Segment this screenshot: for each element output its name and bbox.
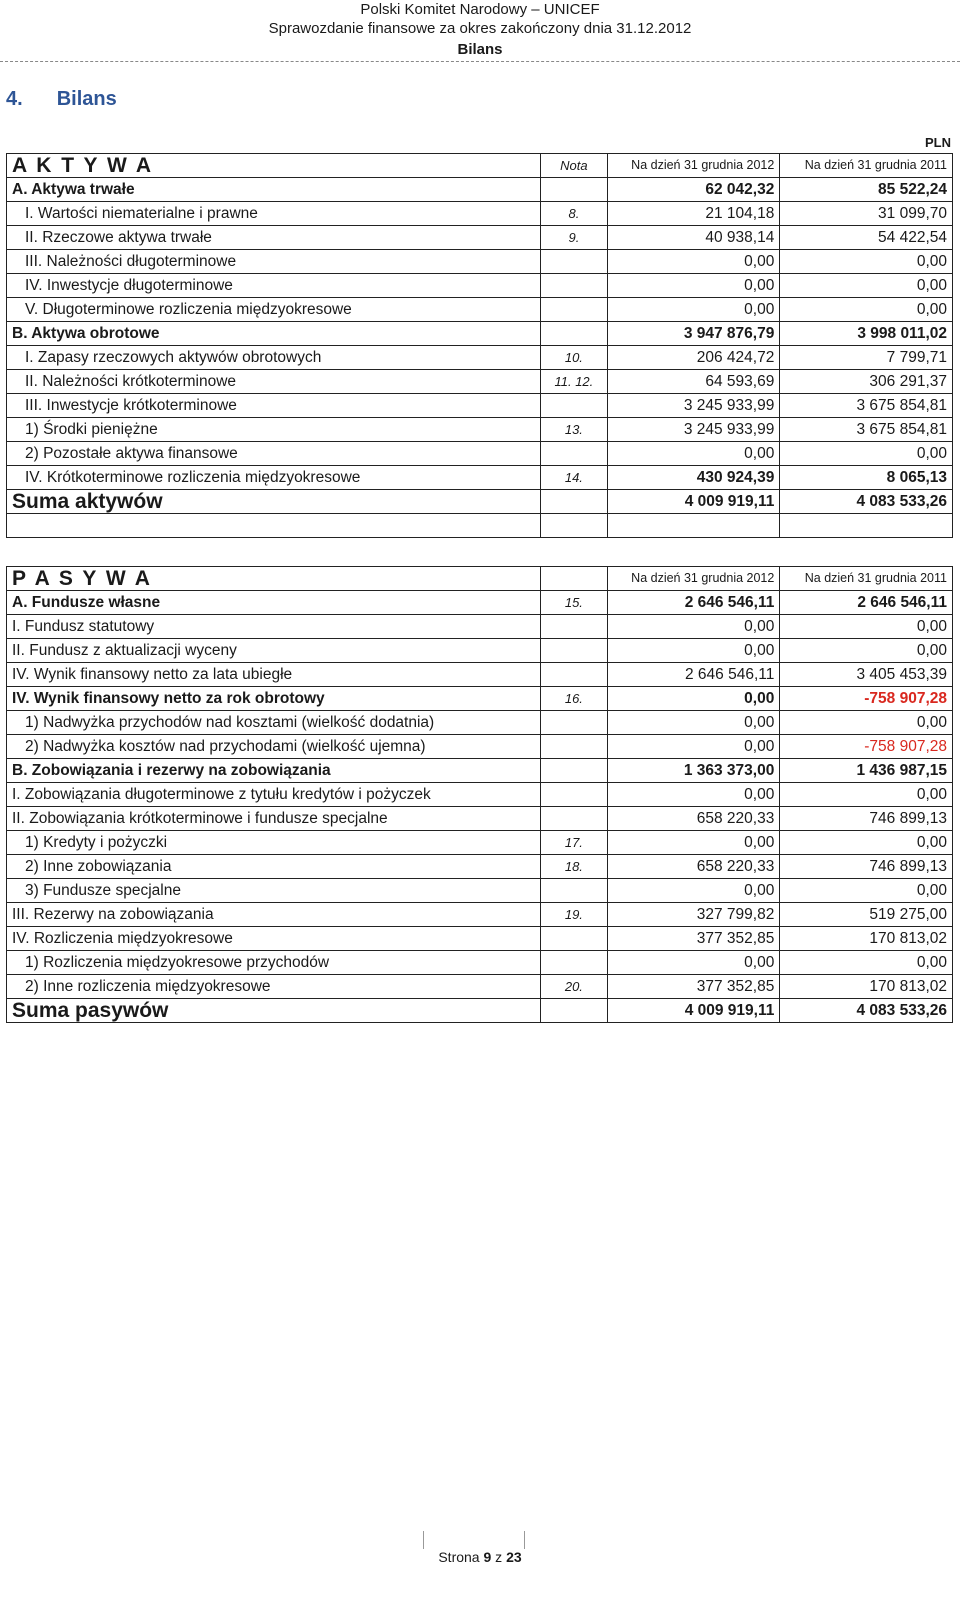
table-row xyxy=(7,687,953,711)
total-label: Suma aktywów xyxy=(7,490,541,514)
table-row xyxy=(7,855,953,879)
row-nota xyxy=(541,298,608,322)
row-value-2012: 0,00 xyxy=(607,951,780,975)
table-row xyxy=(7,879,953,903)
title-text: Bilans xyxy=(56,88,117,110)
row-label: 2) Inne rozliczenia międzyokresowe xyxy=(7,975,541,999)
footer-sep: z xyxy=(495,1549,503,1565)
table-row xyxy=(7,639,953,663)
row-label: III. Należności długoterminowe xyxy=(7,250,541,274)
row-label: B. Zobowiązania i rezerwy na zobowiązania xyxy=(7,759,541,783)
row-nota: 13. xyxy=(541,418,608,442)
footer-prefix: Strona xyxy=(438,1549,480,1565)
row-nota xyxy=(541,178,608,202)
row-nota: 10. xyxy=(541,346,608,370)
row-label: IV. Rozliczenia międzyokresowe xyxy=(7,927,541,951)
row-label: II. Fundusz z aktualizacji wyceny xyxy=(7,639,541,663)
row-value-2011: 7 799,71 xyxy=(780,346,953,370)
row-label: A. Aktywa trwałe xyxy=(7,178,541,202)
row-value-2011: 170 813,02 xyxy=(780,927,953,951)
header-report: Sprawozdanie finansowe za okres zakończony dnia 31.12.2012 xyxy=(268,20,692,37)
table-row xyxy=(7,759,953,783)
row-value-2012: 0,00 xyxy=(607,639,780,663)
row-label: 2) Inne zobowiązania xyxy=(7,855,541,879)
row-value-2011: 0,00 xyxy=(780,831,953,855)
row-value-2012: 3 947 876,79 xyxy=(607,322,780,346)
row-value-2011: 85 522,24 xyxy=(780,178,953,202)
spacer-cell xyxy=(7,514,541,538)
col-2012-header: Na dzień 31 grudnia 2012 xyxy=(607,154,780,178)
row-nota xyxy=(541,639,608,663)
total-2012: 4 009 919,11 xyxy=(607,999,780,1023)
aktywa-table xyxy=(6,153,953,538)
header-section: Bilans xyxy=(457,41,503,58)
row-nota: 16. xyxy=(541,687,608,711)
col-2011-header: Na dzień 31 grudnia 2011 xyxy=(780,154,953,178)
table-row xyxy=(7,370,953,394)
row-nota xyxy=(541,250,608,274)
row-value-2012: 2 646 546,11 xyxy=(607,591,780,615)
row-value-2012: 3 245 933,99 xyxy=(607,394,780,418)
row-value-2011: 3 405 453,39 xyxy=(780,663,953,687)
row-value-2011: 8 065,13 xyxy=(780,466,953,490)
aktywa-header-row xyxy=(7,154,953,178)
row-nota xyxy=(541,663,608,687)
row-nota: 18. xyxy=(541,855,608,879)
table-row xyxy=(7,903,953,927)
row-value-2012: 21 104,18 xyxy=(607,202,780,226)
row-label: 1) Kredyty i pożyczki xyxy=(7,831,541,855)
row-value-2011: 0,00 xyxy=(780,442,953,466)
row-label: II. Rzeczowe aktywa trwałe xyxy=(7,226,541,250)
row-value-2012: 0,00 xyxy=(607,442,780,466)
row-label: I. Wartości niematerialne i prawne xyxy=(7,202,541,226)
total-2011: 4 083 533,26 xyxy=(780,490,953,514)
spacer-row xyxy=(7,514,953,538)
table-row xyxy=(7,735,953,759)
row-value-2011: 0,00 xyxy=(780,615,953,639)
row-value-2012: 0,00 xyxy=(607,783,780,807)
row-value-2011: 0,00 xyxy=(780,639,953,663)
row-value-2012: 0,00 xyxy=(607,879,780,903)
table-row xyxy=(7,783,953,807)
row-value-2012: 3 245 933,99 xyxy=(607,418,780,442)
row-nota xyxy=(541,927,608,951)
row-value-2012: 658 220,33 xyxy=(607,855,780,879)
page-footer xyxy=(0,1549,960,1565)
row-nota xyxy=(541,322,608,346)
footer-box xyxy=(423,1531,525,1549)
row-value-2012: 658 220,33 xyxy=(607,807,780,831)
table-row xyxy=(7,394,953,418)
row-value-2011: 0,00 xyxy=(780,250,953,274)
table-row xyxy=(7,250,953,274)
total-2011: 4 083 533,26 xyxy=(780,999,953,1023)
row-label: III. Inwestycje krótkoterminowe xyxy=(7,394,541,418)
table-row xyxy=(7,418,953,442)
row-nota xyxy=(541,759,608,783)
row-nota xyxy=(541,783,608,807)
row-nota xyxy=(541,735,608,759)
row-label: V. Długoterminowe rozliczenia międzyokresowe xyxy=(7,298,541,322)
row-value-2011: 0,00 xyxy=(780,711,953,735)
spacer-cell xyxy=(541,514,608,538)
row-label: I. Zapasy rzeczowych aktywów obrotowych xyxy=(7,346,541,370)
spacer-cell xyxy=(607,514,780,538)
row-value-2011: 306 291,37 xyxy=(780,370,953,394)
row-label: 3) Fundusze specjalne xyxy=(7,879,541,903)
row-value-2011: -758 907,28 xyxy=(780,687,953,711)
row-nota xyxy=(541,951,608,975)
row-value-2012: 0,00 xyxy=(607,711,780,735)
table-row xyxy=(7,927,953,951)
row-value-2012: 206 424,72 xyxy=(607,346,780,370)
row-label: B. Aktywa obrotowe xyxy=(7,322,541,346)
pasywa-header-row xyxy=(7,567,953,591)
table-row xyxy=(7,951,953,975)
row-label: IV. Inwestycje długoterminowe xyxy=(7,274,541,298)
row-label: 2) Nadwyżka kosztów nad przychodami (wielkość ujemna) xyxy=(7,735,541,759)
spacer-cell xyxy=(780,514,953,538)
nota-header: Nota xyxy=(541,154,608,178)
header-org: Polski Komitet Narodowy – UNICEF xyxy=(360,1,600,18)
row-label: II. Zobowiązania krótkoterminowe i fundusze specjalne xyxy=(7,807,541,831)
aktywa-heading: A K T Y W A xyxy=(7,154,541,178)
pasywa-col-2011-header: Na dzień 31 grudnia 2011 xyxy=(780,567,953,591)
total-nota xyxy=(541,999,608,1023)
row-nota: 17. xyxy=(541,831,608,855)
row-nota: 14. xyxy=(541,466,608,490)
row-value-2012: 0,00 xyxy=(607,735,780,759)
currency-label: PLN xyxy=(925,135,951,150)
row-label: IV. Wynik finansowy netto za rok obrotowy xyxy=(7,687,541,711)
row-value-2011: 170 813,02 xyxy=(780,975,953,999)
aktywa-total-row xyxy=(7,490,953,514)
table-row xyxy=(7,591,953,615)
row-value-2012: 0,00 xyxy=(607,831,780,855)
row-value-2011: 54 422,54 xyxy=(780,226,953,250)
row-label: 1) Nadwyżka przychodów nad kosztami (wielkość dodatnia) xyxy=(7,711,541,735)
row-label: III. Rezerwy na zobowiązania xyxy=(7,903,541,927)
row-value-2012: 1 363 373,00 xyxy=(607,759,780,783)
row-value-2011: 3 675 854,81 xyxy=(780,394,953,418)
table-row xyxy=(7,831,953,855)
header-divider xyxy=(0,61,960,62)
row-label: IV. Krótkoterminowe rozliczenia międzyokresowe xyxy=(7,466,541,490)
row-value-2012: 327 799,82 xyxy=(607,903,780,927)
row-label: I. Zobowiązania długoterminowe z tytułu kredytów i pożyczek xyxy=(7,783,541,807)
footer-total: 23 xyxy=(506,1549,522,1565)
row-value-2012: 0,00 xyxy=(607,298,780,322)
row-label: I. Fundusz statutowy xyxy=(7,615,541,639)
row-value-2011: 0,00 xyxy=(780,298,953,322)
row-value-2011: 31 099,70 xyxy=(780,202,953,226)
table-row xyxy=(7,975,953,999)
table-row xyxy=(7,202,953,226)
row-value-2012: 62 042,32 xyxy=(607,178,780,202)
table-row xyxy=(7,663,953,687)
row-nota: 11. 12. xyxy=(541,370,608,394)
row-nota xyxy=(541,711,608,735)
table-row xyxy=(7,178,953,202)
row-value-2011: -758 907,28 xyxy=(780,735,953,759)
row-label: II. Należności krótkoterminowe xyxy=(7,370,541,394)
row-nota xyxy=(541,879,608,903)
row-nota xyxy=(541,394,608,418)
row-value-2011: 1 436 987,15 xyxy=(780,759,953,783)
table-row xyxy=(7,442,953,466)
pasywa-col-2012-header: Na dzień 31 grudnia 2012 xyxy=(607,567,780,591)
pasywa-total-row xyxy=(7,999,953,1023)
row-value-2011: 0,00 xyxy=(780,274,953,298)
total-label: Suma pasywów xyxy=(7,999,541,1023)
total-2012: 4 009 919,11 xyxy=(607,490,780,514)
row-nota: 19. xyxy=(541,903,608,927)
row-nota xyxy=(541,807,608,831)
row-value-2012: 377 352,85 xyxy=(607,975,780,999)
row-value-2012: 0,00 xyxy=(607,250,780,274)
pasywa-nota-header xyxy=(541,567,608,591)
table-row xyxy=(7,322,953,346)
table-row xyxy=(7,274,953,298)
table-row xyxy=(7,226,953,250)
row-value-2012: 377 352,85 xyxy=(607,927,780,951)
title-number: 4. xyxy=(6,88,23,110)
row-value-2011: 0,00 xyxy=(780,879,953,903)
row-label: A. Fundusze własne xyxy=(7,591,541,615)
total-nota xyxy=(541,490,608,514)
row-value-2011: 746 899,13 xyxy=(780,807,953,831)
page-title xyxy=(6,88,117,111)
row-nota xyxy=(541,274,608,298)
table-row xyxy=(7,466,953,490)
row-nota: 20. xyxy=(541,975,608,999)
row-value-2011: 3 998 011,02 xyxy=(780,322,953,346)
row-value-2011: 0,00 xyxy=(780,783,953,807)
row-value-2012: 2 646 546,11 xyxy=(607,663,780,687)
row-label: 1) Środki pieniężne xyxy=(7,418,541,442)
row-label: 1) Rozliczenia międzyokresowe przychodów xyxy=(7,951,541,975)
table-row xyxy=(7,346,953,370)
row-nota: 15. xyxy=(541,591,608,615)
row-value-2012: 430 924,39 xyxy=(607,466,780,490)
row-nota: 9. xyxy=(541,226,608,250)
row-value-2012: 40 938,14 xyxy=(607,226,780,250)
row-value-2012: 0,00 xyxy=(607,687,780,711)
row-nota: 8. xyxy=(541,202,608,226)
row-value-2012: 64 593,69 xyxy=(607,370,780,394)
row-nota xyxy=(541,442,608,466)
table-row xyxy=(7,298,953,322)
row-value-2011: 3 675 854,81 xyxy=(780,418,953,442)
row-nota xyxy=(541,615,608,639)
row-value-2011: 519 275,00 xyxy=(780,903,953,927)
row-value-2012: 0,00 xyxy=(607,615,780,639)
pasywa-table xyxy=(6,566,953,1023)
footer-page: 9 xyxy=(483,1549,492,1565)
row-value-2011: 746 899,13 xyxy=(780,855,953,879)
table-row xyxy=(7,615,953,639)
pasywa-heading: P A S Y W A xyxy=(7,567,541,591)
row-value-2011: 2 646 546,11 xyxy=(780,591,953,615)
row-value-2011: 0,00 xyxy=(780,951,953,975)
table-row xyxy=(7,807,953,831)
row-label: IV. Wynik finansowy netto za lata ubiegłe xyxy=(7,663,541,687)
row-value-2012: 0,00 xyxy=(607,274,780,298)
table-row xyxy=(7,711,953,735)
row-label: 2) Pozostałe aktywa finansowe xyxy=(7,442,541,466)
